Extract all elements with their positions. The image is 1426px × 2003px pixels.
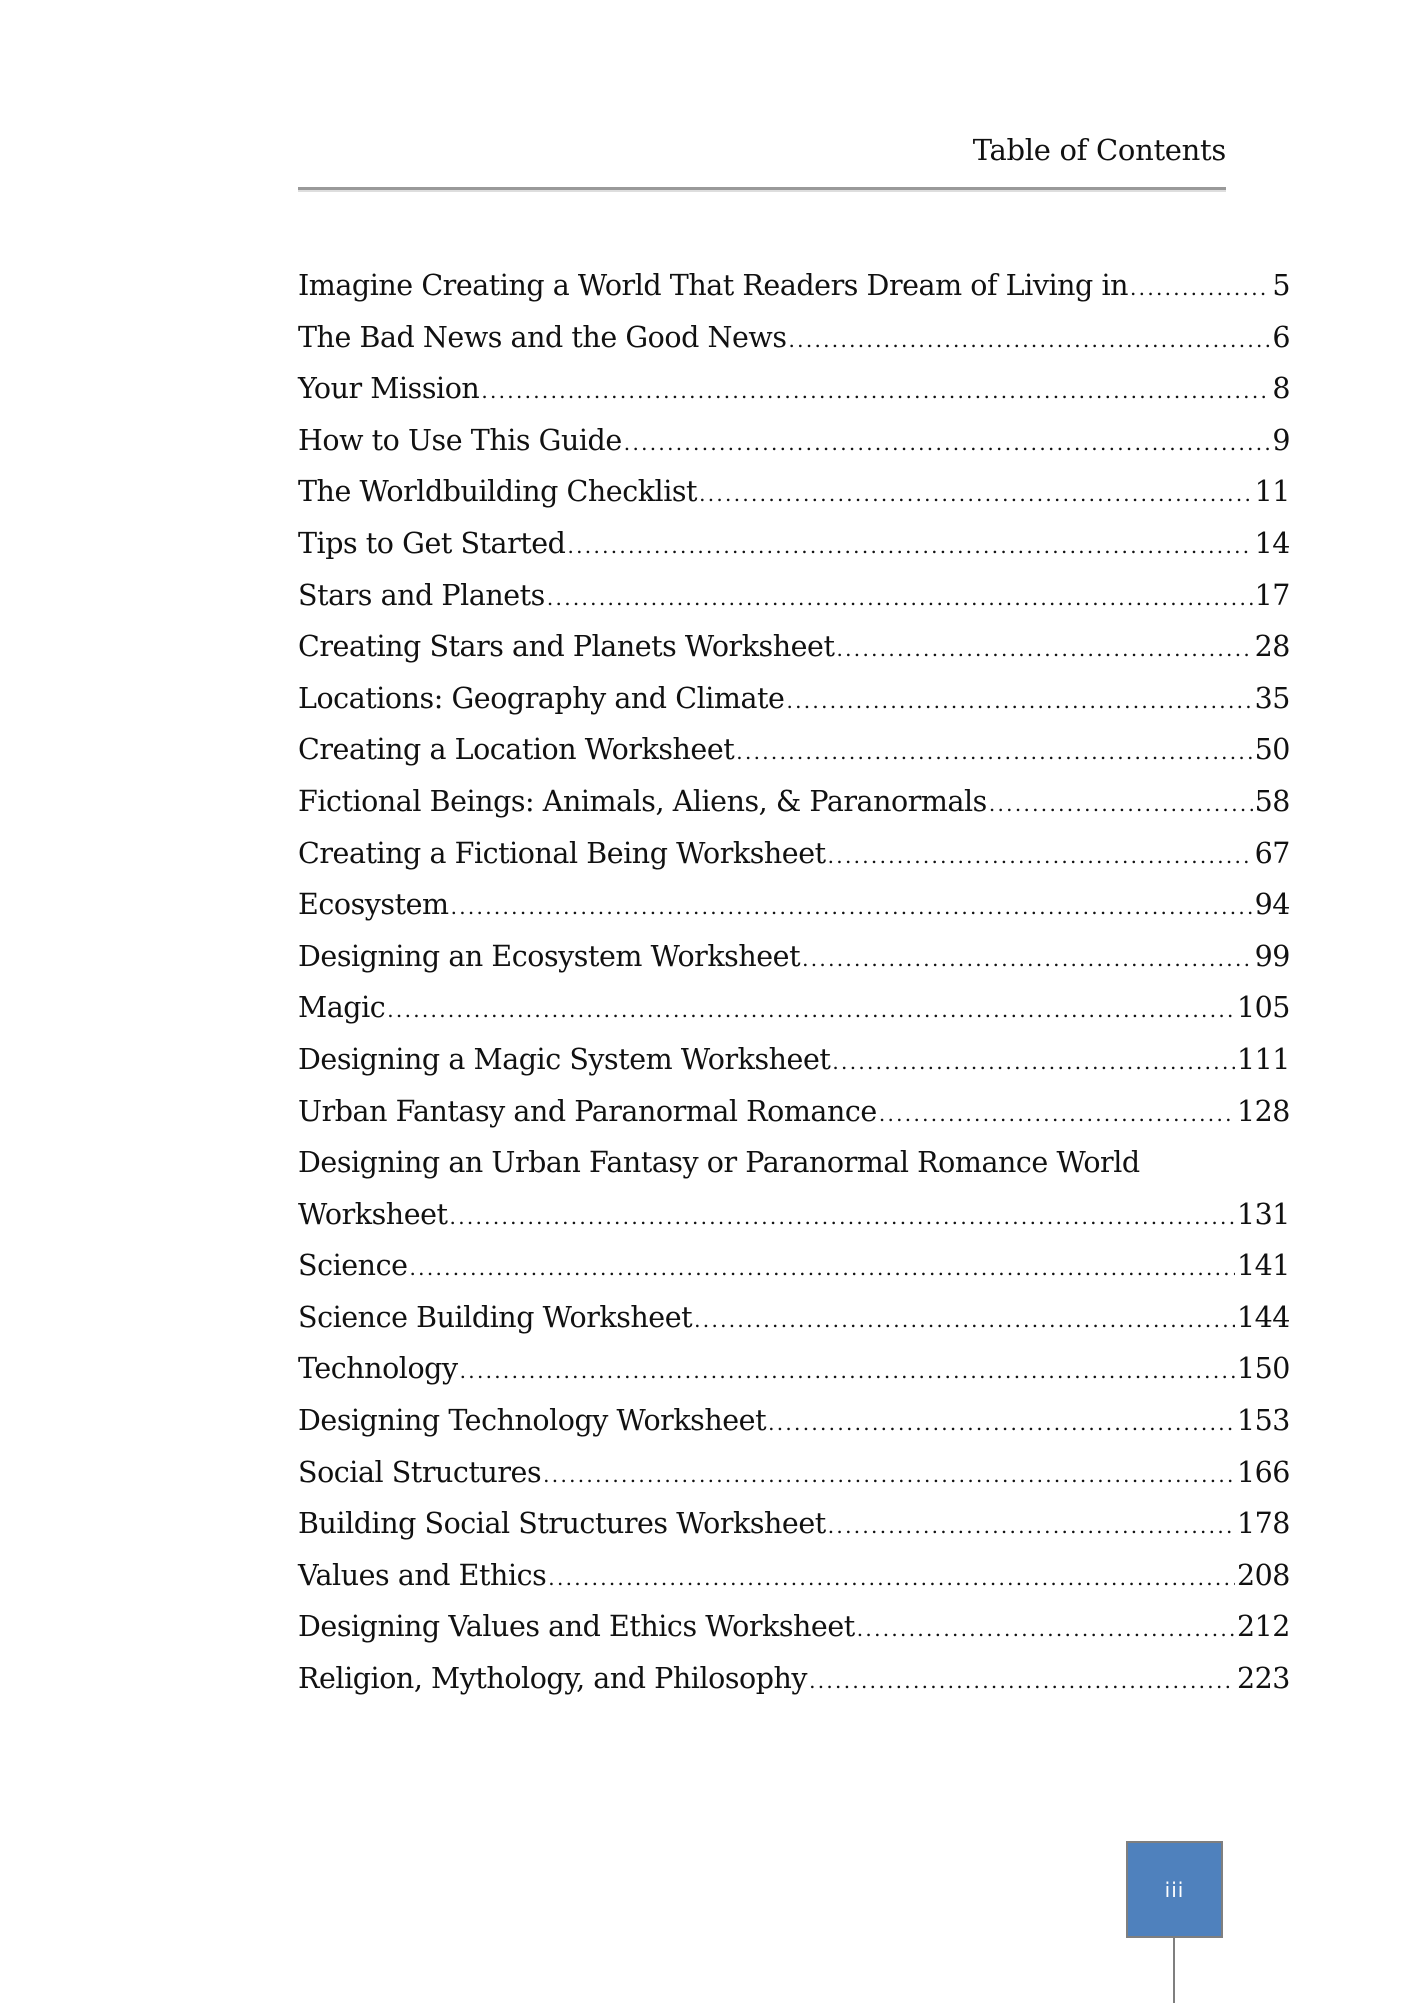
dot-leader <box>786 681 1252 721</box>
toc-entry[interactable] <box>298 369 1290 421</box>
toc-entry-page: 141 <box>1236 1249 1290 1283</box>
toc-entry-title: Religion, Mythology, and Philosophy <box>298 1662 808 1696</box>
toc-entry-title: The Worldbuilding Checklist <box>298 475 698 509</box>
dot-leader <box>548 1558 1235 1598</box>
toc-entry[interactable] <box>298 318 1290 370</box>
toc-entry-page: 153 <box>1236 1404 1290 1438</box>
toc-entry-page: 144 <box>1236 1300 1290 1334</box>
toc-entry-title: Science <box>298 1249 408 1283</box>
toc-entry-page: 9 <box>1272 423 1290 457</box>
toc-entry-page: 11 <box>1254 475 1290 509</box>
toc-entry[interactable] <box>298 988 1290 1040</box>
dot-leader <box>768 1403 1235 1443</box>
dot-leader <box>460 1351 1235 1391</box>
dot-leader <box>736 732 1252 772</box>
toc-entry-page: 105 <box>1236 991 1290 1025</box>
page-number-box <box>1126 1841 1223 1938</box>
toc-entry-title: Designing an Urban Fantasy or Paranormal Romance World <box>298 1146 1140 1180</box>
dot-leader <box>802 939 1253 979</box>
toc-entry[interactable] <box>298 1092 1290 1144</box>
dot-leader <box>989 784 1253 824</box>
toc-entry-page: 17 <box>1254 578 1290 612</box>
toc-entry-wrapped-line2[interactable] <box>298 1195 1290 1247</box>
table-of-contents <box>298 266 1290 1711</box>
toc-entry-title: Fictional Beings: Animals, Aliens, & Paranormals <box>298 784 987 818</box>
toc-entry-title: Designing an Ecosystem Worksheet <box>298 939 801 973</box>
toc-entry-page: 28 <box>1254 630 1290 664</box>
toc-entry-page: 50 <box>1254 733 1290 767</box>
dot-leader <box>828 1506 1235 1546</box>
toc-entry-title: Designing Technology Worksheet <box>298 1404 767 1438</box>
toc-entry[interactable] <box>298 576 1290 628</box>
toc-entry[interactable] <box>298 472 1290 524</box>
toc-entry-page: 150 <box>1236 1352 1290 1386</box>
toc-entry-page: 208 <box>1236 1558 1290 1592</box>
dot-leader <box>789 320 1271 360</box>
toc-entry-title-continued: Worksheet <box>298 1197 448 1231</box>
toc-entry[interactable] <box>298 885 1290 937</box>
toc-entry-page: 35 <box>1254 681 1290 715</box>
toc-entry-title: Social Structures <box>298 1455 542 1489</box>
page-number-connector-line <box>1173 1938 1175 2003</box>
dot-leader <box>450 1197 1235 1237</box>
toc-entry[interactable] <box>298 1659 1290 1711</box>
toc-entry-page: 99 <box>1254 939 1290 973</box>
toc-entry[interactable] <box>298 782 1290 834</box>
dot-leader <box>543 1455 1235 1495</box>
dot-leader <box>694 1300 1235 1340</box>
dot-leader <box>828 836 1253 876</box>
toc-entry[interactable] <box>298 627 1290 679</box>
dot-leader <box>624 423 1271 463</box>
toc-entry-page: 67 <box>1254 836 1290 870</box>
toc-entry[interactable] <box>298 937 1290 989</box>
toc-entry-page: 111 <box>1236 1042 1290 1076</box>
page-number: iii <box>1164 1877 1185 1902</box>
toc-entry-title: Imagine Creating a World That Readers Dream of Living in <box>298 269 1129 302</box>
toc-entry[interactable] <box>298 1298 1290 1350</box>
toc-entry[interactable] <box>298 1349 1290 1401</box>
toc-entry-title: The Bad News and the Good News <box>298 320 787 354</box>
toc-entry-title: Designing a Magic System Worksheet <box>298 1042 831 1076</box>
dot-leader <box>836 629 1252 669</box>
toc-entry-title: Creating a Location Worksheet <box>298 733 735 767</box>
toc-entry-page: 5 <box>1272 269 1290 302</box>
toc-entry[interactable] <box>298 1246 1290 1298</box>
toc-entry[interactable] <box>298 524 1290 576</box>
header-title: Table of Contents <box>972 133 1226 167</box>
toc-entry-title: Designing Values and Ethics Worksheet <box>298 1610 855 1644</box>
toc-entry-title: Ecosystem <box>298 888 449 922</box>
toc-entry[interactable] <box>298 679 1290 731</box>
dot-leader <box>699 474 1253 514</box>
toc-entry-page: 58 <box>1254 784 1290 818</box>
toc-entry[interactable] <box>298 730 1290 782</box>
toc-entry[interactable] <box>298 1504 1290 1556</box>
toc-entry-page: 131 <box>1236 1197 1290 1231</box>
dot-leader <box>832 1042 1235 1082</box>
toc-entry[interactable] <box>298 1453 1290 1505</box>
toc-entry-title: Tips to Get Started <box>298 526 566 560</box>
dot-leader <box>481 371 1270 411</box>
dot-leader <box>567 526 1252 566</box>
dot-leader <box>451 887 1253 927</box>
toc-entry[interactable] <box>298 834 1290 886</box>
toc-entry[interactable] <box>298 421 1290 473</box>
toc-entry[interactable] <box>298 1040 1290 1092</box>
dot-leader <box>1130 268 1270 308</box>
toc-entry-title: Creating Stars and Planets Worksheet <box>298 630 835 664</box>
toc-entry-title: Magic <box>298 991 386 1025</box>
toc-entry-page: 14 <box>1254 526 1290 560</box>
toc-entry-page: 94 <box>1254 888 1290 922</box>
toc-entry-wrapped-line1[interactable] <box>298 1143 1290 1195</box>
toc-entry-page: 212 <box>1236 1610 1290 1644</box>
toc-entry-title: Technology <box>298 1352 458 1386</box>
toc-entry-title: Stars and Planets <box>298 578 545 612</box>
toc-entry-page: 128 <box>1236 1094 1290 1128</box>
toc-entry-title: Your Mission <box>298 372 480 406</box>
toc-entry-page: 166 <box>1236 1455 1290 1489</box>
toc-entry-title: Locations: Geography and Climate <box>298 681 785 715</box>
dot-leader <box>410 1248 1235 1288</box>
toc-entry-title: Building Social Structures Worksheet <box>298 1507 826 1541</box>
toc-entry-page: 8 <box>1272 372 1290 406</box>
toc-entry-title: Creating a Fictional Being Worksheet <box>298 836 826 870</box>
toc-entry[interactable] <box>298 266 1290 318</box>
toc-entry-page: 223 <box>1236 1662 1290 1696</box>
running-header <box>298 128 1226 190</box>
toc-entry-title: Values and Ethics <box>298 1558 547 1592</box>
toc-entry[interactable] <box>298 1607 1290 1659</box>
toc-entry[interactable] <box>298 1401 1290 1453</box>
toc-entry-title: Urban Fantasy and Paranormal Romance <box>298 1094 877 1128</box>
dot-leader <box>879 1094 1235 1134</box>
toc-entry-page: 178 <box>1236 1507 1290 1541</box>
dot-leader <box>387 990 1235 1030</box>
toc-entry-title: How to Use This Guide <box>298 423 622 457</box>
toc-entry-page: 6 <box>1272 320 1290 354</box>
dot-leader <box>857 1609 1235 1649</box>
dot-leader <box>547 578 1253 618</box>
dot-leader <box>809 1661 1235 1701</box>
toc-entry-title: Science Building Worksheet <box>298 1300 693 1334</box>
header-rule <box>298 187 1226 192</box>
toc-entry[interactable] <box>298 1556 1290 1608</box>
